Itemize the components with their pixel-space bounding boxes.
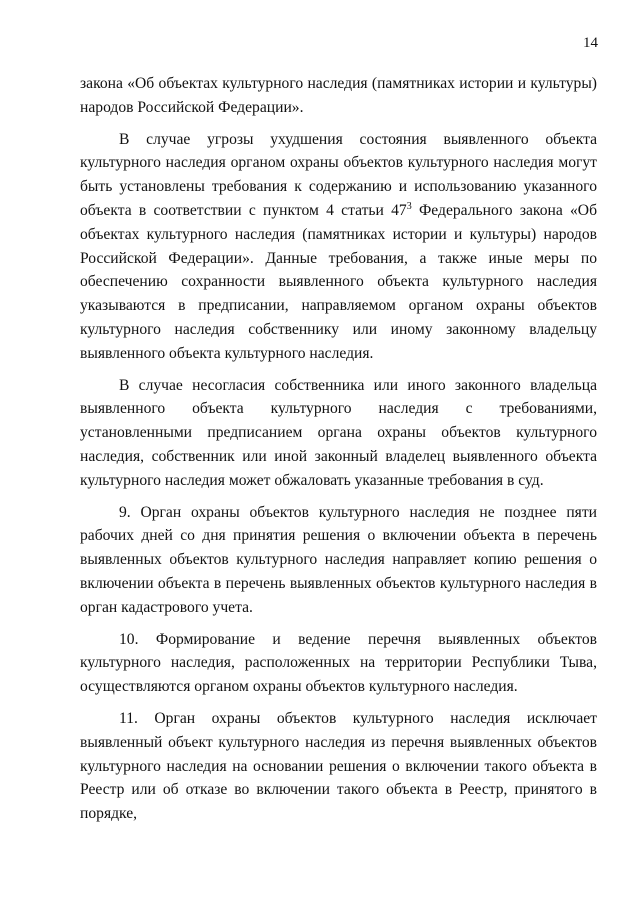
paragraph-owner-disagreement: В случае несогласия собственника или иного законного владельца выявленного объекта культурного наследия с требованиями, установленными предписанием органа охраны объектов культурного наследия, собственник или иной законный владелец выявленного объекта культурного наследия может обжаловать указанные требования в суд. [80,376,597,489]
paragraph-threat-requirements [80,128,597,366]
page-number: 14 [583,35,598,51]
paragraph-item-9: 9. Орган охраны объектов культурного наследия не позднее пяти рабочих дней со дня принятия решения о включении объекта в перечень выявленных объектов культурного наследия направляет копию решения о включении объекта в перечень выявленных объектов культурного наследия в орган кадастрового учета. [80,503,597,616]
article-superscript: 3 [406,200,412,212]
paragraph-item-11: 11. Орган охраны объектов культурного наследия исключает выявленный объект культурного наследия из перечня выявленных объектов культурного наследия на основании решения о включении такого объекта в Реестр или об отказе во включении такого объекта в Реестр, принятого в порядке, [80,709,597,823]
paragraph-law-title-continuation: закона «Об объектах культурного наследия (памятниках истории и культуры) народов Российской Федерации». [80,75,597,116]
document-body [80,72,597,826]
paragraph-item-10: 10. Формирование и ведение перечня выявленных объектов культурного наследия, расположенных на территории Республики Тыва, осуществляются органом охраны объектов культурного наследия. [80,630,597,696]
paragraph-threat-requirements-text-end: Федерального закона «Об объектах культурного наследия (памятниках истории и культуры) народов Российской Федерации». Данные требования, а также иные меры по обеспечению сохранности выявленного объекта культурного наследия указываются в предписании, направляемом органом охраны объектов культурного наследия собственнику или иному законному владельцу выявленного объекта культурного наследия. [80,201,597,362]
paragraph-threat-requirements-text-start: В случае угрозы ухудшения состояния выявленного объекта культурного наследия органом охраны объектов культурного наследия могут быть установлены требования к содержанию и использованию указанного объекта в соответствии с пунктом 4 статьи 47 [80,130,597,219]
